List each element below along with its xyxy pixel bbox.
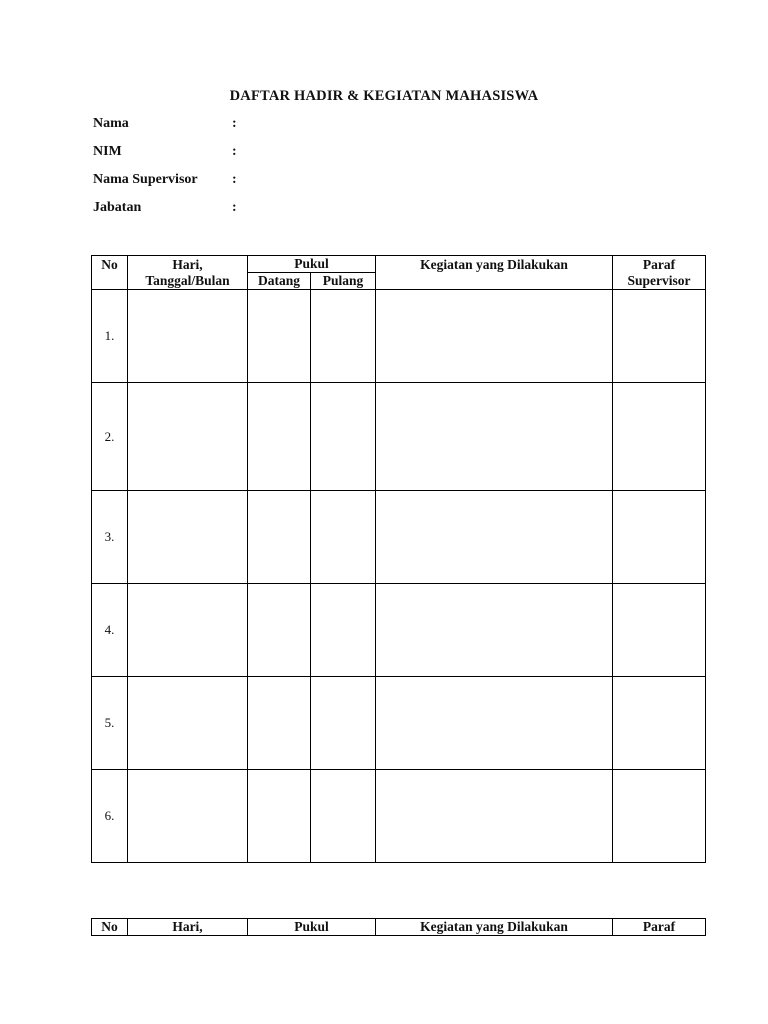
row-time-out-cell[interactable] [311, 584, 376, 677]
header-sign [613, 256, 706, 290]
row-time-in-cell[interactable] [248, 491, 311, 584]
row-activity-cell[interactable] [376, 290, 613, 383]
header-date-line1: Hari, [172, 257, 203, 272]
info-colon: : [232, 172, 237, 187]
info-label-jabatan: Jabatan [93, 200, 142, 215]
row-time-in-cell[interactable] [248, 584, 311, 677]
row-date-cell[interactable] [128, 677, 248, 770]
info-label-supervisor: Nama Supervisor [93, 172, 198, 187]
row-sign-cell[interactable] [613, 290, 706, 383]
row-date-cell[interactable] [128, 491, 248, 584]
header-sign-line2: Supervisor [627, 273, 691, 288]
row-no: 3. [92, 491, 128, 584]
info-colon: : [232, 200, 237, 215]
header-time: Pukul [248, 919, 376, 936]
header-activity: Kegiatan yang Dilakukan [376, 256, 613, 290]
header-date: Hari, [128, 919, 248, 936]
table-row [92, 491, 706, 584]
row-time-out-cell[interactable] [311, 491, 376, 584]
row-no: 6. [92, 770, 128, 863]
page-title: DAFTAR HADIR & KEGIATAN MAHASISWA [229, 88, 539, 104]
header-no: No [92, 256, 128, 290]
row-date-cell[interactable] [128, 770, 248, 863]
info-label-nama: Nama [93, 116, 129, 131]
header-time-out: Pulang [311, 273, 376, 290]
row-date-cell[interactable] [128, 383, 248, 491]
row-time-in-cell[interactable] [248, 290, 311, 383]
row-date-cell[interactable] [128, 584, 248, 677]
header-date [128, 256, 248, 290]
row-activity-cell[interactable] [376, 770, 613, 863]
row-time-out-cell[interactable] [311, 383, 376, 491]
header-time-in: Datang [248, 273, 311, 290]
row-no: 1. [92, 290, 128, 383]
row-time-in-cell[interactable] [248, 677, 311, 770]
row-sign-cell[interactable] [613, 770, 706, 863]
table-row [92, 677, 706, 770]
row-time-in-cell[interactable] [248, 770, 311, 863]
row-time-out-cell[interactable] [311, 770, 376, 863]
info-label-nim: NIM [93, 144, 122, 159]
row-sign-cell[interactable] [613, 584, 706, 677]
table-row [92, 584, 706, 677]
row-activity-cell[interactable] [376, 383, 613, 491]
info-colon: : [232, 144, 237, 159]
row-activity-cell[interactable] [376, 491, 613, 584]
row-time-in-cell[interactable] [248, 383, 311, 491]
header-date-line2: Tanggal/Bulan [145, 273, 230, 288]
row-time-out-cell[interactable] [311, 677, 376, 770]
table-row [92, 290, 706, 383]
header-sign: Paraf [613, 919, 706, 936]
header-no: No [92, 919, 128, 936]
row-sign-cell[interactable] [613, 383, 706, 491]
row-no: 2. [92, 383, 128, 491]
row-sign-cell[interactable] [613, 677, 706, 770]
header-time: Pukul [248, 256, 376, 273]
info-colon: : [232, 116, 237, 131]
row-time-out-cell[interactable] [311, 290, 376, 383]
row-sign-cell[interactable] [613, 491, 706, 584]
row-date-cell[interactable] [128, 290, 248, 383]
header-activity: Kegiatan yang Dilakukan [376, 919, 613, 936]
attendance-table-continued [91, 918, 706, 936]
header-sign-line1: Paraf [642, 257, 676, 272]
attendance-table [91, 255, 706, 863]
row-activity-cell[interactable] [376, 584, 613, 677]
row-activity-cell[interactable] [376, 677, 613, 770]
row-no: 5. [92, 677, 128, 770]
table-row [92, 770, 706, 863]
table-row [92, 383, 706, 491]
row-no: 4. [92, 584, 128, 677]
